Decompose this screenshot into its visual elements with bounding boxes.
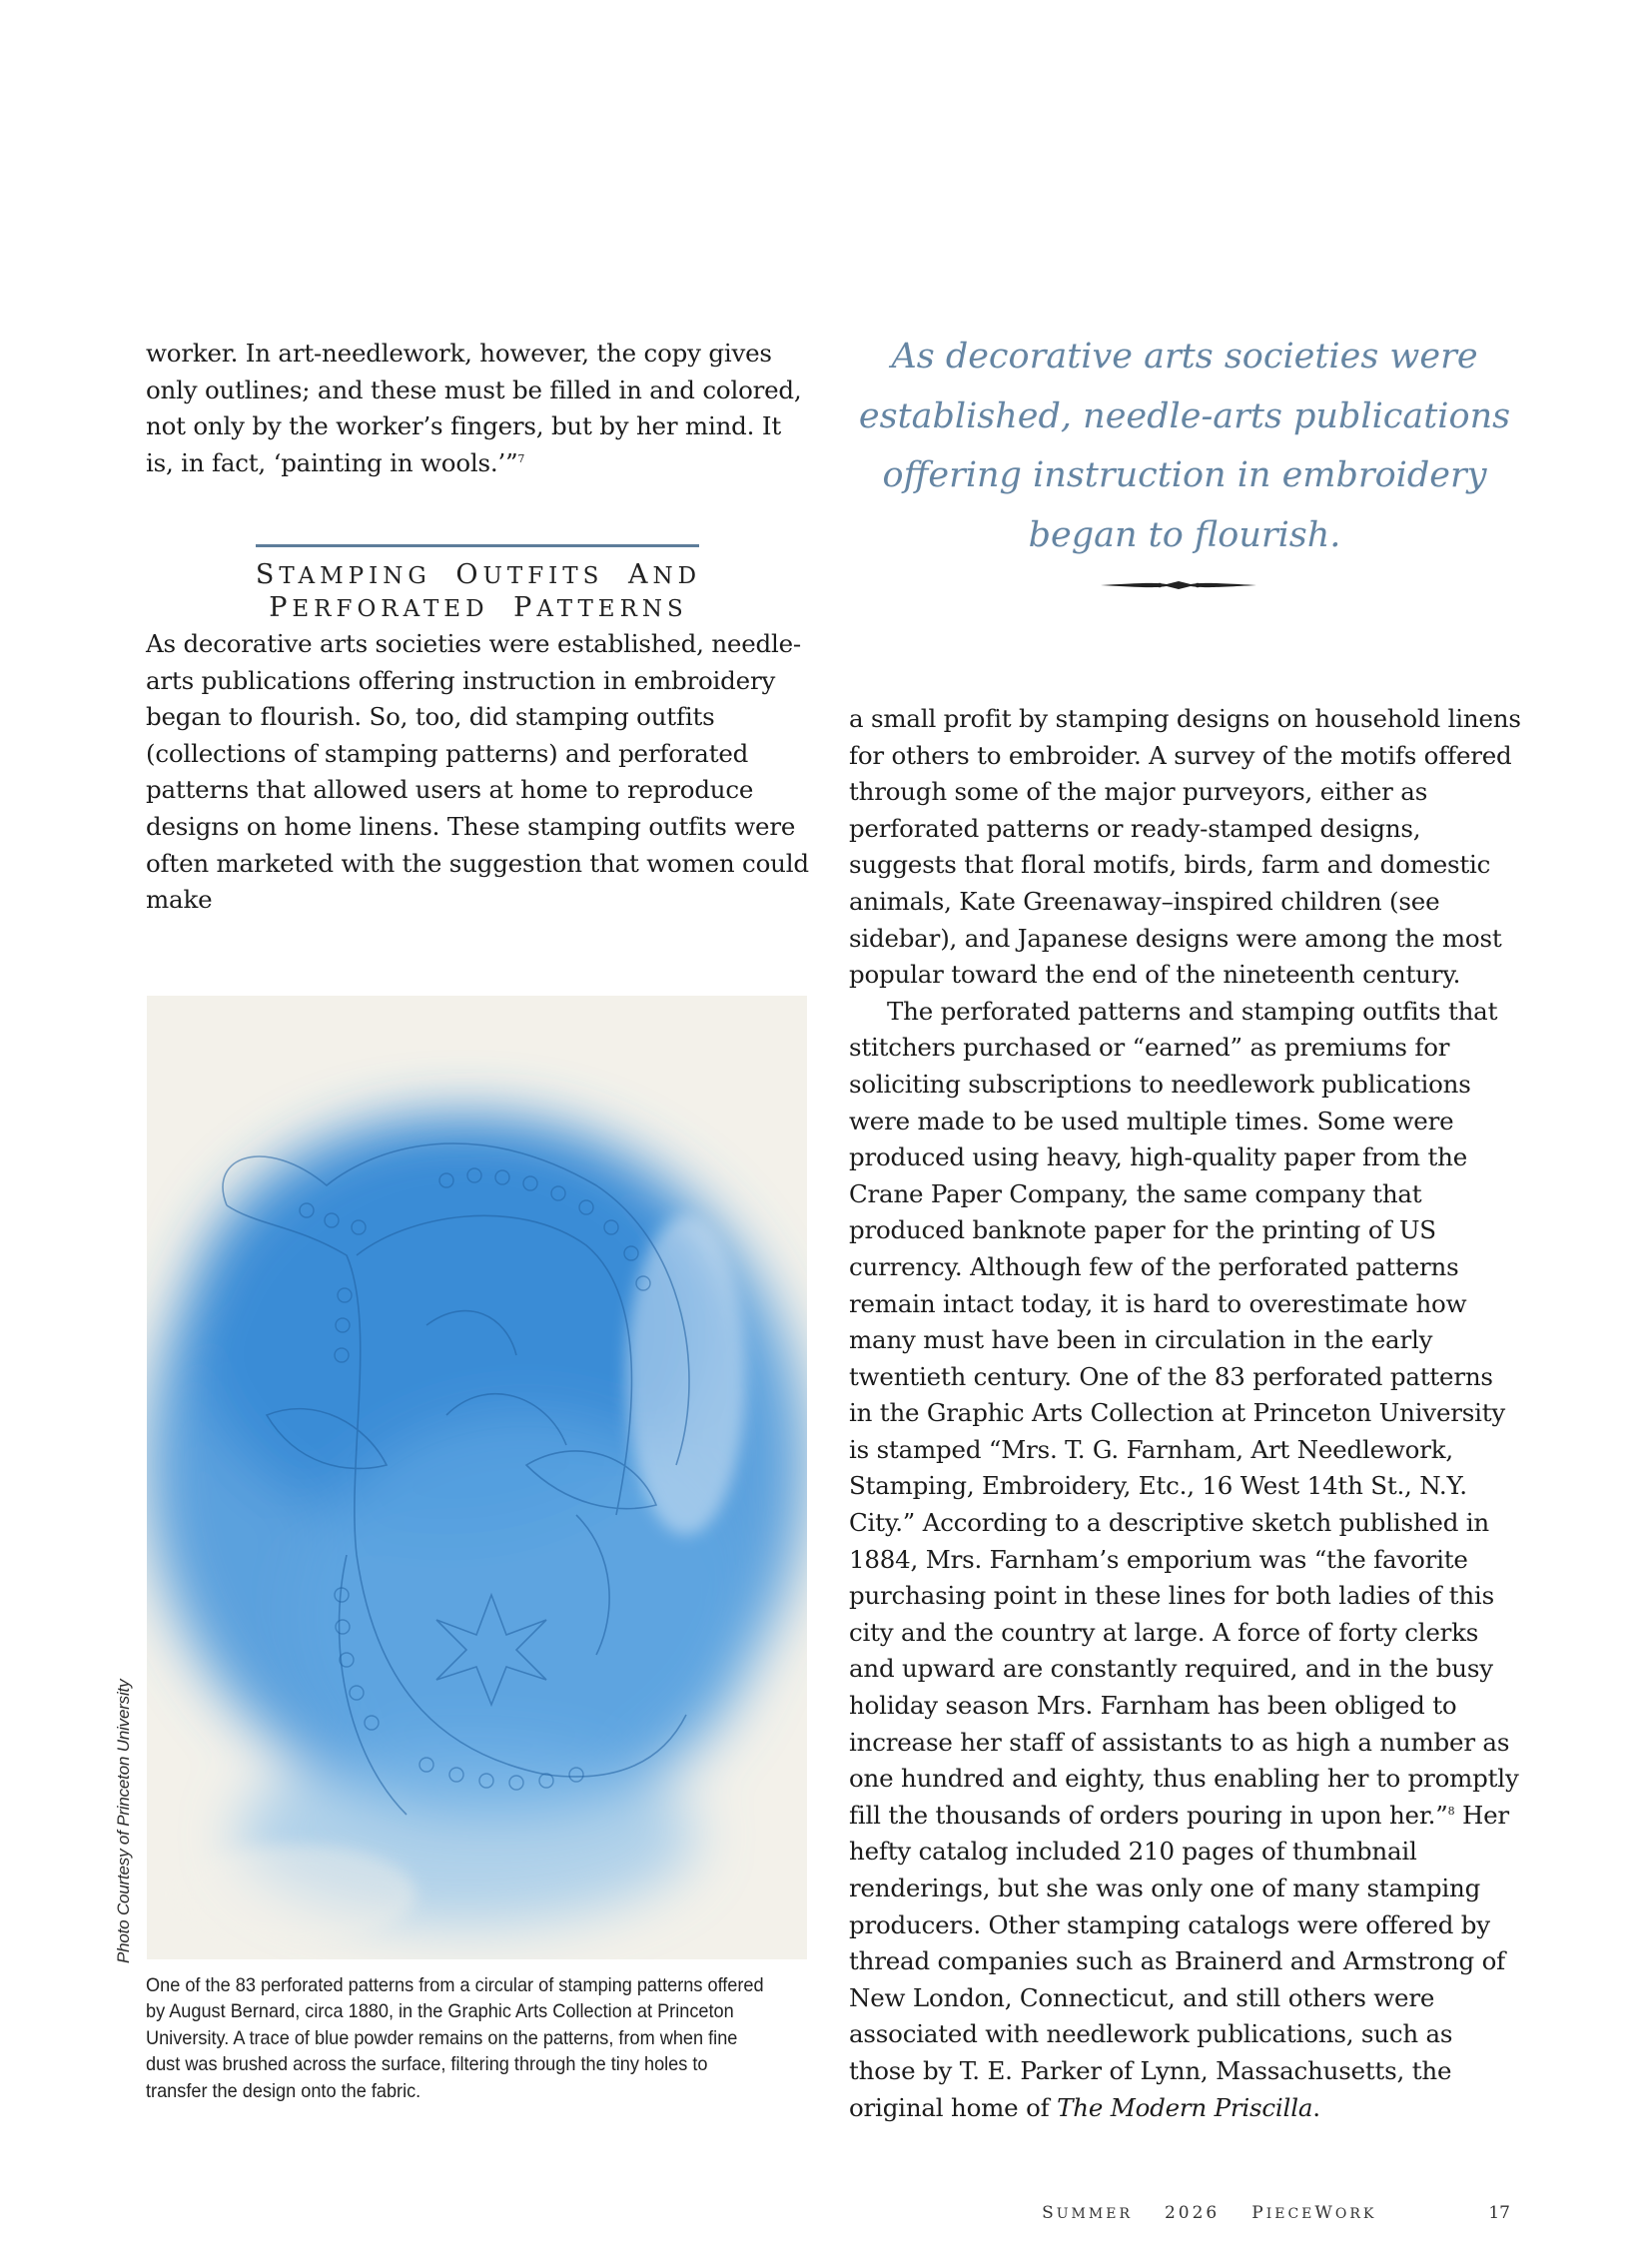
right-paragraph-1: a small profit by stamping designs on household linens for others to embroider. A survey of the motifs offered through some of the major purveyors, either as perforated patterns or ready-stamped designs, suggests that floral motifs, birds, farm and domestic animals, Kate Greenaway–inspired children (see sidebar), and Japanese designs were among the most popular toward the end of the nineteenth century. bbox=[849, 704, 1521, 990]
intro-text: worker. In art-needlework, however, the copy gives only outlines; and these must be filled in and colored, not only by the worker’s fingers, but by her mind. It is, in fact, ‘painting in wools.’” bbox=[146, 339, 802, 477]
right-paragraph-2-continued: Her hefty catalog included 210 pages of thumbnail renderings, but she was only one of many stamping producers. Other stamping catalogs were offered by thread companies such as Brainerd and Armstrong of New London, Connecticut, and still others were associated with needlework publications, such as those by T. E. Parker of Lynn, Massachusetts, the original home of bbox=[849, 1800, 1509, 2122]
footnote-marker: 8 bbox=[1447, 1804, 1455, 1818]
heading-word: STAMPING bbox=[255, 559, 431, 590]
publication-title: The Modern Priscilla bbox=[1057, 2092, 1313, 2122]
right-paragraph-2-text: The perforated patterns and stamping outfits that stitchers purchased or “earned” as premiums for soliciting subscriptions to needlework publications were made to be used multiple times. Some were produced using heavy, high-quality paper from the Crane Paper Company, the same company that produced banknote paper for the printing of US currency. Although few of the perforated patterns remain intact today, it is hard to overestimate how many must have been in circulation in the early twentieth century. One of the 83 perforated patterns in the Graphic Arts Collection at Princeton University is stamped “Mrs. T. G. Farnham, Art Needlework, Stamping, Embroidery, Etc., 16 West 14th St., N.Y. City.” According to a descriptive sketch published in 1884, Mrs. Farnham’s emporium was “the favorite purchasing point in these lines for both ladies of this city and the country at large. A force of forty clerks and upward are constantly required, and in the busy holiday season Mrs. Farnham has been obliged to increase her staff of assistants to as high a number as one hundred and eighty, thus enabling her to promptly fill the thousands of orders pouring in upon her.” bbox=[849, 996, 1519, 1830]
right-paragraph-2 bbox=[849, 994, 1523, 2126]
section-paragraph bbox=[146, 626, 811, 919]
section-heading bbox=[146, 559, 811, 625]
magazine-name: PIECEWORK bbox=[1251, 2203, 1377, 2223]
footnote-marker: 7 bbox=[517, 451, 525, 465]
page-footer bbox=[1042, 2203, 1510, 2223]
sentence-end: . bbox=[1312, 2092, 1320, 2122]
section-divider-rule bbox=[256, 544, 699, 547]
perforated-pattern-photo bbox=[147, 996, 807, 1959]
heading-word: PATTERNS bbox=[513, 592, 688, 623]
issue-year: 2026 bbox=[1164, 2203, 1221, 2223]
section-paragraph-text: As decorative arts societies were established, needle-arts publications offering instruction in embroidery began to flourish. So, too, did stamping outfits (collections of stamping patterns) and perforated patterns that allowed users at home to reproduce designs on home linens. These stamping outfits were often marketed with the suggestion that women could make bbox=[146, 629, 809, 915]
intro-paragraph bbox=[146, 336, 811, 481]
issue-season: SUMMER bbox=[1042, 2203, 1133, 2223]
heading-line-1 bbox=[255, 559, 702, 590]
ornament-divider-icon bbox=[1099, 577, 1258, 593]
photo-credit: Photo Courtesy of Princeton University bbox=[114, 1679, 133, 1963]
figure-caption: One of the 83 perforated patterns from a circular of stamping patterns offered by August Bernard, circa 1880, in the Graphic Arts Collection at Princeton University. A trace of blue powder remains on the patterns, from when fine dust was brushed across the surface, filtering through the tiny holes to transfer the design onto the fabric. bbox=[146, 1974, 764, 2102]
pull-quote: As decorative arts societies were established, needle-arts publications offering instruction in embroidery began to flourish. bbox=[858, 337, 1511, 555]
heading-word: AND bbox=[628, 559, 702, 590]
heading-word: PERFORATED bbox=[269, 592, 489, 623]
heading-word: OUTFITS bbox=[455, 559, 604, 590]
right-column-text bbox=[849, 701, 1523, 2126]
heading-line-2 bbox=[269, 592, 688, 623]
page-number: 17 bbox=[1488, 2203, 1510, 2223]
